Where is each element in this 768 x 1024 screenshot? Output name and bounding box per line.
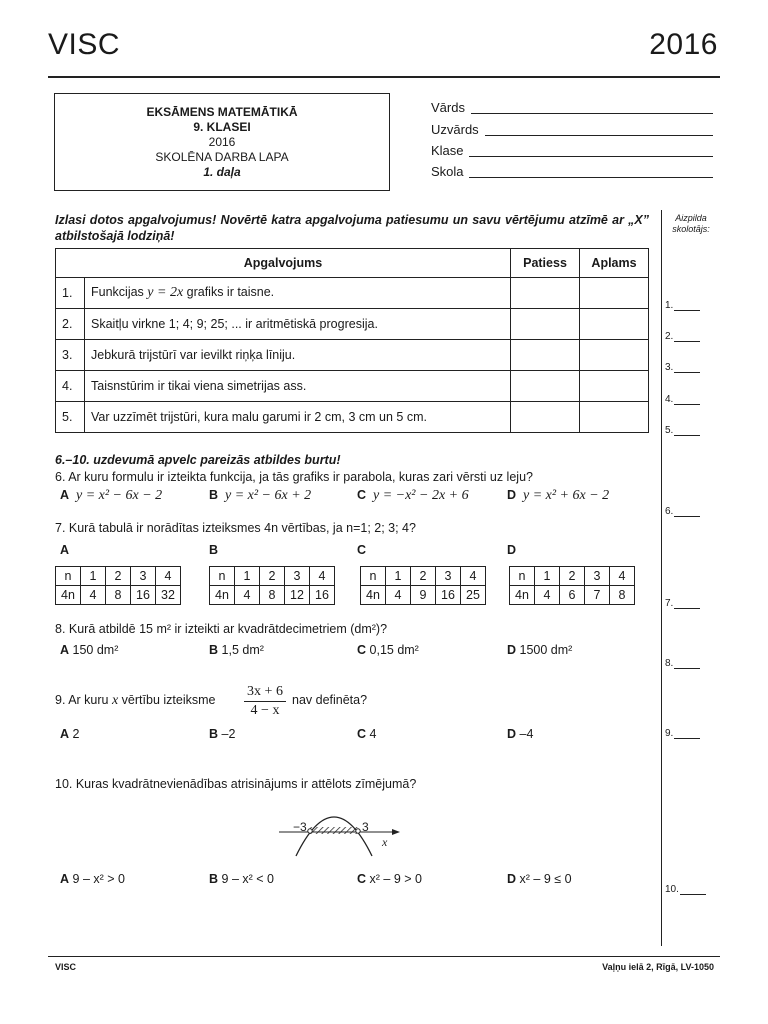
header-false: Aplams (580, 249, 649, 278)
q7-option-b[interactable]: B (209, 543, 219, 557)
score-blank-3[interactable]: 3. (665, 362, 700, 373)
score-blank-10[interactable]: 10. (665, 884, 706, 895)
q9-text: 9. Ar kuru x vērtību izteiksme (55, 693, 216, 708)
checkbox-true-2[interactable] (511, 309, 580, 340)
footer-org: VISC (55, 962, 77, 972)
q6-option-d[interactable]: D y = x² + 6x − 2 (507, 488, 610, 503)
solution-interval-hatch (310, 827, 358, 834)
q10-option-c[interactable]: C x² – 9 > 0 (357, 872, 422, 886)
score-blank-8[interactable]: 8. (665, 658, 700, 669)
table-row: 5. Var uzzīmēt trijstūri, kura malu garumi ir 2 cm, 3 cm un 5 cm. (56, 402, 649, 433)
q7-text: 7. Kurā tabulā ir norādītas izteiksmes 4n vērtības, ja n=1; 2; 3; 4? (55, 521, 416, 535)
title-line-5: 1. daļa (203, 165, 241, 179)
q6-option-a[interactable]: A y = x² − 6x − 2 (60, 488, 163, 503)
statement-3: Jebkurā trijstūrī var ievilkt riņķa līniju. (85, 340, 511, 371)
table-row: 1. Funkcijas y = 2x grafiks ir taisne. (56, 278, 649, 309)
q10-text: 10. Kuras kvadrātnevienādības atrisinājums ir attēlots zīmējumā? (55, 777, 417, 791)
q9-option-c[interactable]: C 4 (357, 727, 377, 741)
sidebar-divider (661, 210, 662, 946)
q8-option-b[interactable]: B 1,5 dm² (209, 643, 264, 657)
q7-option-c[interactable]: C (357, 543, 367, 557)
footer-rule (48, 956, 720, 957)
instruction-text: Izlasi dotos apgalvojumus! Novērtē katra apgalvojuma patiesumu un savu vērtējumu atzīmē ar „X” atbilstošajā lodziņā! (55, 213, 649, 243)
title-line-3: 2016 (208, 135, 236, 149)
score-blank-4[interactable]: 4. (665, 394, 700, 405)
table-row: 2. Skaitļu virkne 1; 4; 9; 25; ... ir aritmētiskā progresija. (56, 309, 649, 340)
header-year: 2016 (649, 28, 718, 61)
statement-4: Taisnstūrim ir tikai viena simetrijas ass. (85, 371, 511, 402)
checkbox-false-5[interactable] (580, 402, 649, 433)
field-class[interactable]: Klase (431, 143, 713, 161)
q7-table-c: n 1 2 3 4 4n 4 9 16 25 (360, 566, 486, 605)
field-name[interactable]: Vārds (431, 100, 713, 118)
right-open-point (356, 829, 360, 833)
left-root-label: −3 (293, 820, 307, 834)
statement-2: Skaitļu virkne 1; 4; 9; 25; ... ir aritmētiskā progresija. (85, 309, 511, 340)
score-blank-6[interactable]: 6. (665, 506, 700, 517)
score-blank-7[interactable]: 7. (665, 598, 700, 609)
checkbox-false-2[interactable] (580, 309, 649, 340)
table-row: 3. Jebkurā trijstūrī var ievilkt riņķa līniju. (56, 340, 649, 371)
q8-option-a[interactable]: A 150 dm² (60, 643, 119, 657)
title-line-2: 9. KLASEI (193, 120, 251, 134)
checkbox-true-3[interactable] (511, 340, 580, 371)
checkbox-true-4[interactable] (511, 371, 580, 402)
q7-table-d: n 1 2 3 4 4n 4 6 7 8 (509, 566, 635, 605)
checkbox-true-1[interactable] (511, 278, 580, 309)
q9-text-end: nav definēta? (292, 693, 368, 707)
parabola-curve (296, 817, 372, 856)
table-header-row (56, 249, 649, 278)
header-true: Patiess (511, 249, 580, 278)
footer-address: Vaļņu ielā 2, Rīgā, LV-1050 (602, 962, 714, 972)
statement-5: Var uzzīmēt trijstūri, kura malu garumi ir 2 cm, 3 cm un 5 cm. (85, 402, 511, 433)
title-line-4: SKOLĒNA DARBA LAPA (155, 150, 289, 164)
title-line-1: EKSĀMENS MATEMĀTIKĀ (146, 105, 298, 119)
checkbox-false-1[interactable] (580, 278, 649, 309)
field-surname[interactable]: Uzvārds (431, 122, 713, 140)
q7-table-b: n 1 2 3 4 4n 4 8 12 16 (209, 566, 335, 605)
exam-title-box (54, 93, 390, 191)
header-org: VISC (48, 28, 121, 61)
right-root-label: 3 (362, 820, 369, 834)
q6-text: 6. Ar kuru formulu ir izteikta funkcija, ja tās grafiks ir parabola, kuras zari vērsti uz leju? (55, 470, 533, 484)
q9-fraction: 3x + 6 4 − x (244, 684, 286, 719)
q8-text: 8. Kurā atbildē 15 m² ir izteikti ar kvadrātdecimetriem (dm²)? (55, 622, 388, 636)
left-open-point (308, 829, 312, 833)
q9-option-d[interactable]: D –4 (507, 727, 534, 741)
score-blank-9[interactable]: 9. (665, 728, 700, 739)
header-rule (48, 76, 720, 78)
field-school[interactable]: Skola (431, 164, 713, 182)
header-statement: Apgalvojums (56, 249, 511, 278)
score-blank-5[interactable]: 5. (665, 425, 700, 436)
q10-option-a[interactable]: A 9 – x² > 0 (60, 872, 125, 886)
sidebar-title: Aizpilda skolotājs: (672, 213, 710, 234)
q10-parabola-figure (276, 800, 406, 860)
statements-table (55, 248, 649, 433)
score-blank-2[interactable]: 2. (665, 331, 700, 342)
checkbox-true-5[interactable] (511, 402, 580, 433)
q7-option-a[interactable]: A (60, 543, 70, 557)
axis-x-label: x (382, 835, 388, 849)
checkbox-false-3[interactable] (580, 340, 649, 371)
q9-option-a[interactable]: A 2 (60, 727, 80, 741)
q8-option-c[interactable]: C 0,15 dm² (357, 643, 419, 657)
score-blank-1[interactable]: 1. (665, 300, 700, 311)
statement-1: Funkcijas y = 2x grafiks ir taisne. (85, 278, 511, 309)
q7-option-d[interactable]: D (507, 543, 517, 557)
section-instruction: 6.–10. uzdevumā apvelc pareizās atbildes burtu! (55, 453, 341, 467)
table-row: 4. Taisnstūrim ir tikai viena simetrijas ass. (56, 371, 649, 402)
q10-option-d[interactable]: D x² – 9 ≤ 0 (507, 872, 572, 886)
x-axis-arrow (392, 829, 400, 835)
q8-option-d[interactable]: D 1500 dm² (507, 643, 573, 657)
q6-option-c[interactable]: C y = −x² − 2x + 6 (357, 488, 469, 503)
q6-option-b[interactable]: B y = x² − 6x + 2 (209, 488, 312, 503)
checkbox-false-4[interactable] (580, 371, 649, 402)
q9-option-b[interactable]: B –2 (209, 727, 236, 741)
q7-table-a: n 1 2 3 4 4n 4 8 16 32 (55, 566, 181, 605)
q10-option-b[interactable]: B 9 – x² < 0 (209, 872, 274, 886)
